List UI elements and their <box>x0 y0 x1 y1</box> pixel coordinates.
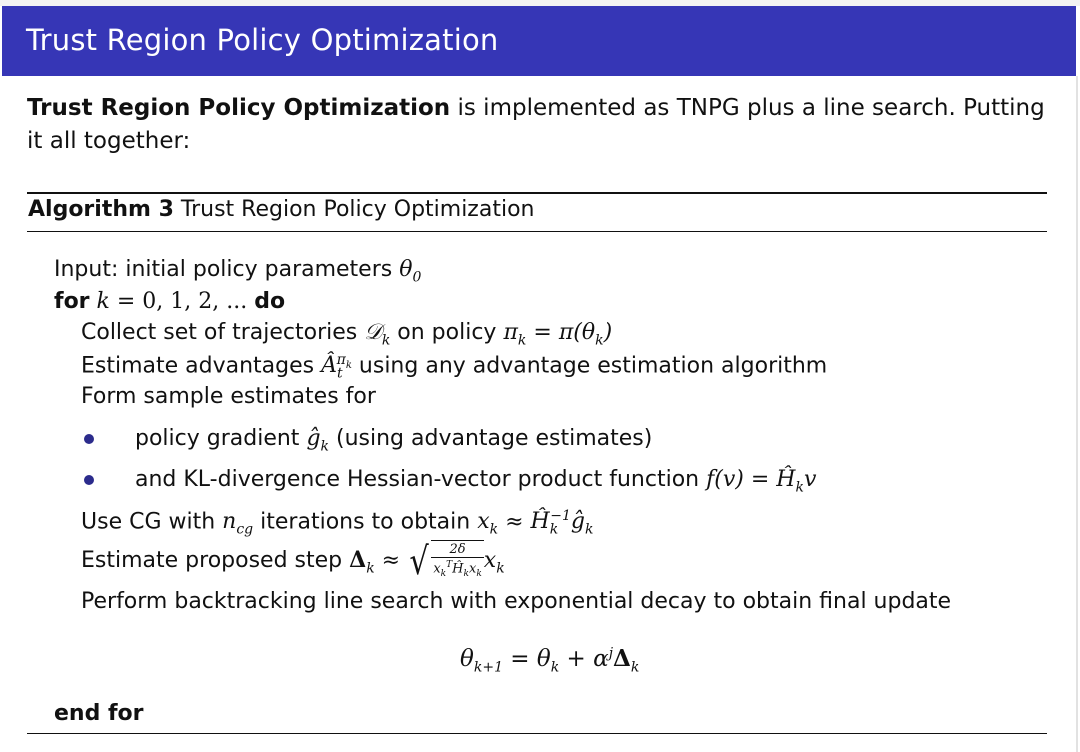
bullet2-text: and KL-divergence Hessian-vector product function <box>135 467 707 492</box>
algorithm-caption <box>28 197 534 222</box>
backtrack-text: Perform backtracking line search with exponential decay to obtain final update <box>81 589 952 614</box>
input-text: Input: initial policy parameters <box>54 257 400 282</box>
bullet-icon <box>84 475 94 485</box>
right-border <box>1076 76 1078 752</box>
step-approx: ≈ <box>374 547 408 573</box>
collect-mid: on policy <box>390 320 504 345</box>
hvp-function: f(v) <box>706 467 744 492</box>
advantage-symbol: $Â_t^{\pi_k}$ <box>321 352 352 382</box>
algorithm-label: Algorithm 3 <box>28 197 174 222</box>
algo-line-collect <box>81 320 612 348</box>
algo-line-step <box>81 540 505 582</box>
policy-eq: = <box>526 320 559 345</box>
hvp-eq: = <box>743 467 777 492</box>
end-for-keyword: end for <box>54 701 144 726</box>
update-eq: = <box>502 646 537 672</box>
step-fraction: $\frac{2\delta}{x_k^TĤ_kx_k}$ <box>433 542 482 579</box>
cg-mid: iterations to obtain <box>253 509 478 535</box>
dataset-symbol: 𝒟$_k$ <box>364 320 391 349</box>
slide-header <box>2 6 1076 76</box>
loop-range: k <box>96 289 110 314</box>
sqrt-expression <box>407 540 484 582</box>
delta-sub: k <box>366 560 375 577</box>
intro-bold: Trust Region Policy Optimization <box>27 95 451 121</box>
approx-symbol: ≈ <box>498 509 531 535</box>
bullet1-tail: (using advantage estimates) <box>329 426 653 451</box>
form-text: Form sample estimates for <box>81 384 376 409</box>
intro-text: is implemented as TNPG plus a line search. Putting it all together: <box>27 95 1045 154</box>
cg-text: Use CG with <box>81 509 223 535</box>
delta-symbol: Δ <box>349 546 367 573</box>
hvp-def: $Ĥ_kv$ <box>776 467 817 496</box>
theta-k: $\theta_k$ <box>536 646 560 676</box>
slide-title: Trust Region Policy Optimization <box>26 23 499 57</box>
for-keyword: for <box>54 289 90 314</box>
radical-icon: √ <box>409 538 429 583</box>
update-plus: + <box>559 646 594 672</box>
theta-next: $\theta_{k+1}$ <box>460 646 503 676</box>
gradient-symbol: $ĝ_k$ <box>306 426 330 455</box>
algo-bullet-gradient <box>135 426 652 454</box>
step-text: Estimate proposed step <box>81 547 350 573</box>
update-equation <box>460 645 639 676</box>
bullet1-text: policy gradient <box>135 426 307 451</box>
policy-symbol: $\pi_k$ <box>503 320 527 349</box>
algo-line-backtrack <box>81 589 951 614</box>
update-delta: Δ <box>613 645 631 672</box>
adv-text: Estimate advantages <box>81 353 322 379</box>
algorithm-bottom-rule <box>27 733 1047 734</box>
intro-paragraph <box>27 92 1057 158</box>
collect-text: Collect set of trajectories <box>81 320 365 345</box>
ncg-symbol: $n_{cg}$ <box>222 509 254 538</box>
update-delta-sub: k <box>630 659 640 676</box>
xk-symbol: $x_k$ <box>477 509 499 538</box>
algo-line-input <box>54 257 421 285</box>
algo-line-advantages <box>81 352 827 382</box>
cg-solution: $Ĥ_k^{-1}ĝ_k$ <box>530 508 594 538</box>
adv-tail: using any advantage estimation algorithm <box>351 353 828 379</box>
step-xk: $x_k$ <box>483 547 505 577</box>
algorithm-name: Trust Region Policy Optimization <box>180 197 535 222</box>
bullet-icon <box>84 434 94 444</box>
loop-range-values: = 0, 1, 2, ... <box>109 289 255 314</box>
algorithm-mid-rule <box>27 231 1047 232</box>
algo-bullet-hvp <box>135 467 816 495</box>
do-keyword: do <box>254 289 286 314</box>
theta-zero: $\theta_0$ <box>399 257 422 286</box>
algo-line-form <box>81 384 376 409</box>
policy-def: $\pi(\theta_k)$ <box>558 320 613 349</box>
sqrt-body <box>431 540 483 582</box>
algorithm-top-rule <box>27 192 1047 194</box>
algo-line-for <box>54 289 285 314</box>
algo-line-cg <box>81 508 593 538</box>
alpha-j: $\alpha^j$ <box>593 645 614 672</box>
